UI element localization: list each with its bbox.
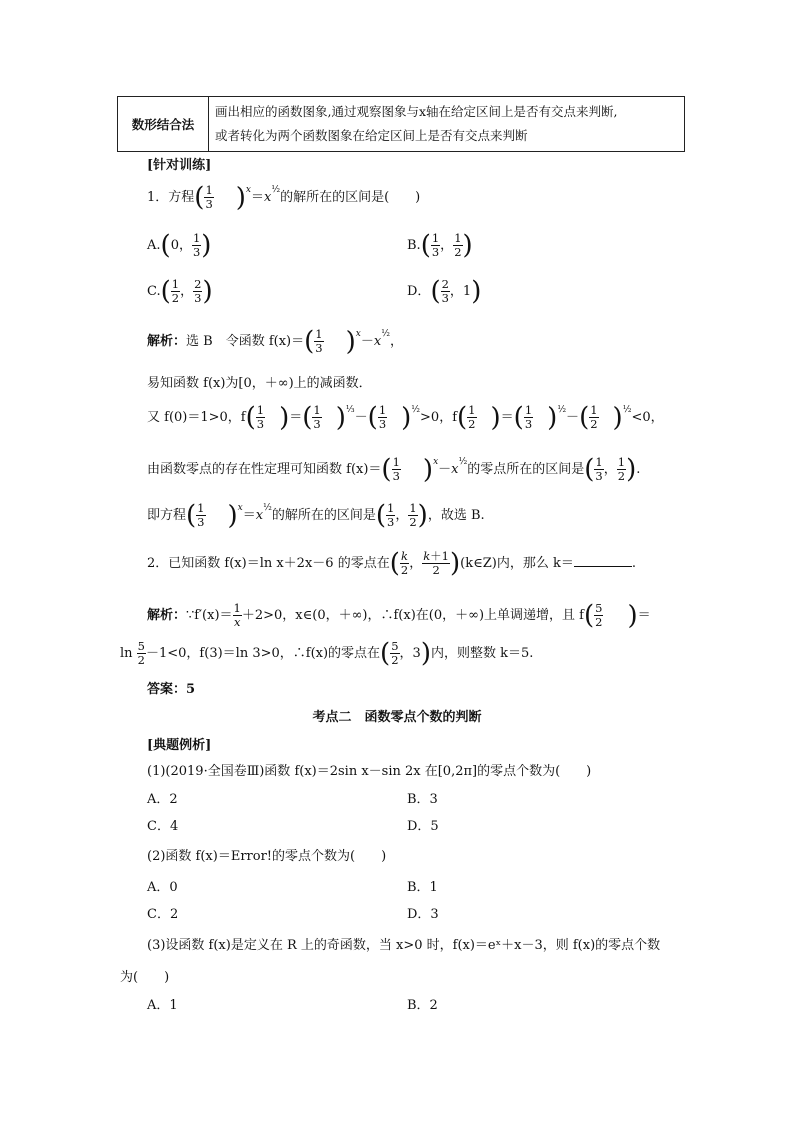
method-desc-line1: 画出相应的函数图象,通过观察图象与x轴在给定区间上是否有交点来判断, (215, 104, 618, 119)
ex3-option-a: A．1 (147, 998, 178, 1013)
method-desc-line2: 或者转化为两个函数图象在给定区间上是否有交点来判断 (215, 128, 528, 143)
ex3-stem-line1: (3)设函数 f(x)是定义在 R 上的奇函数，当 x>0 时，f(x)＝eˣ＋x－3，则 f(x)的零点个数 (147, 938, 661, 953)
q1-option-c: C.( $\frac{1}{2}$ ， $\frac{2}{3}$ ) (147, 276, 213, 307)
section-header-examples: [典题例析] (147, 738, 212, 753)
q1-solution-line3: 又 f(0)＝1>0，f( $\frac{1}{3}$ )＝( $\frac{1}{3}$ )$^{\frac{1}{3}}$－( $\frac{1}{3}$ )$^{\frac{1}{2}}$>0，f( $\frac{1}{2}$ )＝( $\frac{1}{3}$ )$^{\frac{1}{2}}$－( $\frac{1}{2}$ )$^{\frac{1}{2}}$<0， (147, 402, 664, 433)
section-title-zero-count: 考点二 函数零点个数的判断 (312, 710, 482, 725)
q1-option-d: D．( $\frac{2}{3}$ ，1) (407, 276, 482, 307)
q2-stem: 2．已知函数 f(x)＝ln x＋2x－6 的零点在( $\frac{k}{2}$ ， $\frac{k+1}{2}$ )(k∈Z)内，那么 k＝ . (147, 548, 636, 579)
q1-solution-line5: 即方程( $\frac{1}{3}$ )$^x=x^{\frac{1}{2}}$的解所在的区间是( $\frac{1}{3}$ ， $\frac{1}{2}$ )，故选 B. (147, 500, 485, 531)
method-desc (209, 97, 685, 152)
ex1-option-a: A．2 (147, 792, 178, 807)
ex2-option-c: C．2 (147, 907, 179, 922)
ex2-option-a: A．0 (147, 880, 178, 895)
q2-answer-blank (574, 554, 632, 567)
q1-option-b: B.( $\frac{1}{3}$ ， $\frac{1}{2}$ ) (407, 230, 473, 261)
q2-solution-line1: 解析：∵f′(x)＝ $\frac{1}{x}$ ＋2>0，x∈(0，＋∞)，∴f(x)在(0，＋∞)上单调递增，且 f( $\frac{5}{2}$ )＝ (147, 600, 651, 631)
q1-stem: 1．方程( $\frac{1}{3}$ )$^x=x^{\frac{1}{2}}$的解所在的区间是( ) (147, 182, 421, 213)
q1-solution-line1: 解析：选 B 令函数 f(x)＝( $\frac{1}{3}$ )$^x-x^{\frac{1}{2}}$， (147, 326, 403, 357)
ex2-stem: (2)函数 f(x)＝Error!的零点个数为( ) (147, 849, 387, 864)
ex3-stem-line2: 为( ) (120, 970, 170, 985)
ex2-option-b: B．1 (407, 880, 438, 895)
q1-solution-line4: 由函数零点的存在性定理可知函数 f(x)＝( $\frac{1}{3}$ )$^x-x^{\frac{1}{2}}$的零点所在的区间是( $\frac{1}{3}$ ， $\frac{1}{2}$ ). (147, 454, 641, 485)
q2-solution-line2: ln $\frac{5}{2}$ －1<0，f(3)＝ln 3>0，∴f(x)的零点在( $\frac{5}{2}$ ，3)内，则整数 k＝5. (120, 638, 534, 669)
ex1-option-d: D．5 (407, 819, 439, 834)
ex1-option-c: C．4 (147, 819, 179, 834)
method-name: 数形结合法 (118, 97, 209, 152)
q1-solution-line2: 易知函数 f(x)为[0，＋∞)上的减函数． (147, 376, 372, 391)
ex1-option-b: B．3 (407, 792, 438, 807)
q2-answer: 答案：5 (147, 682, 196, 697)
section-header-practice: [针对训练] (147, 158, 212, 173)
ex2-option-d: D．3 (407, 907, 439, 922)
method-table (117, 96, 685, 152)
ex3-option-b: B．2 (407, 998, 438, 1013)
q1-option-a: A.(0， $\frac{1}{3}$ ) (147, 230, 212, 261)
ex1-stem: (1)(2019·全国卷Ⅲ)函数 f(x)＝2sin x－sin 2x 在[0,2π]的零点个数为( ) (147, 764, 592, 779)
